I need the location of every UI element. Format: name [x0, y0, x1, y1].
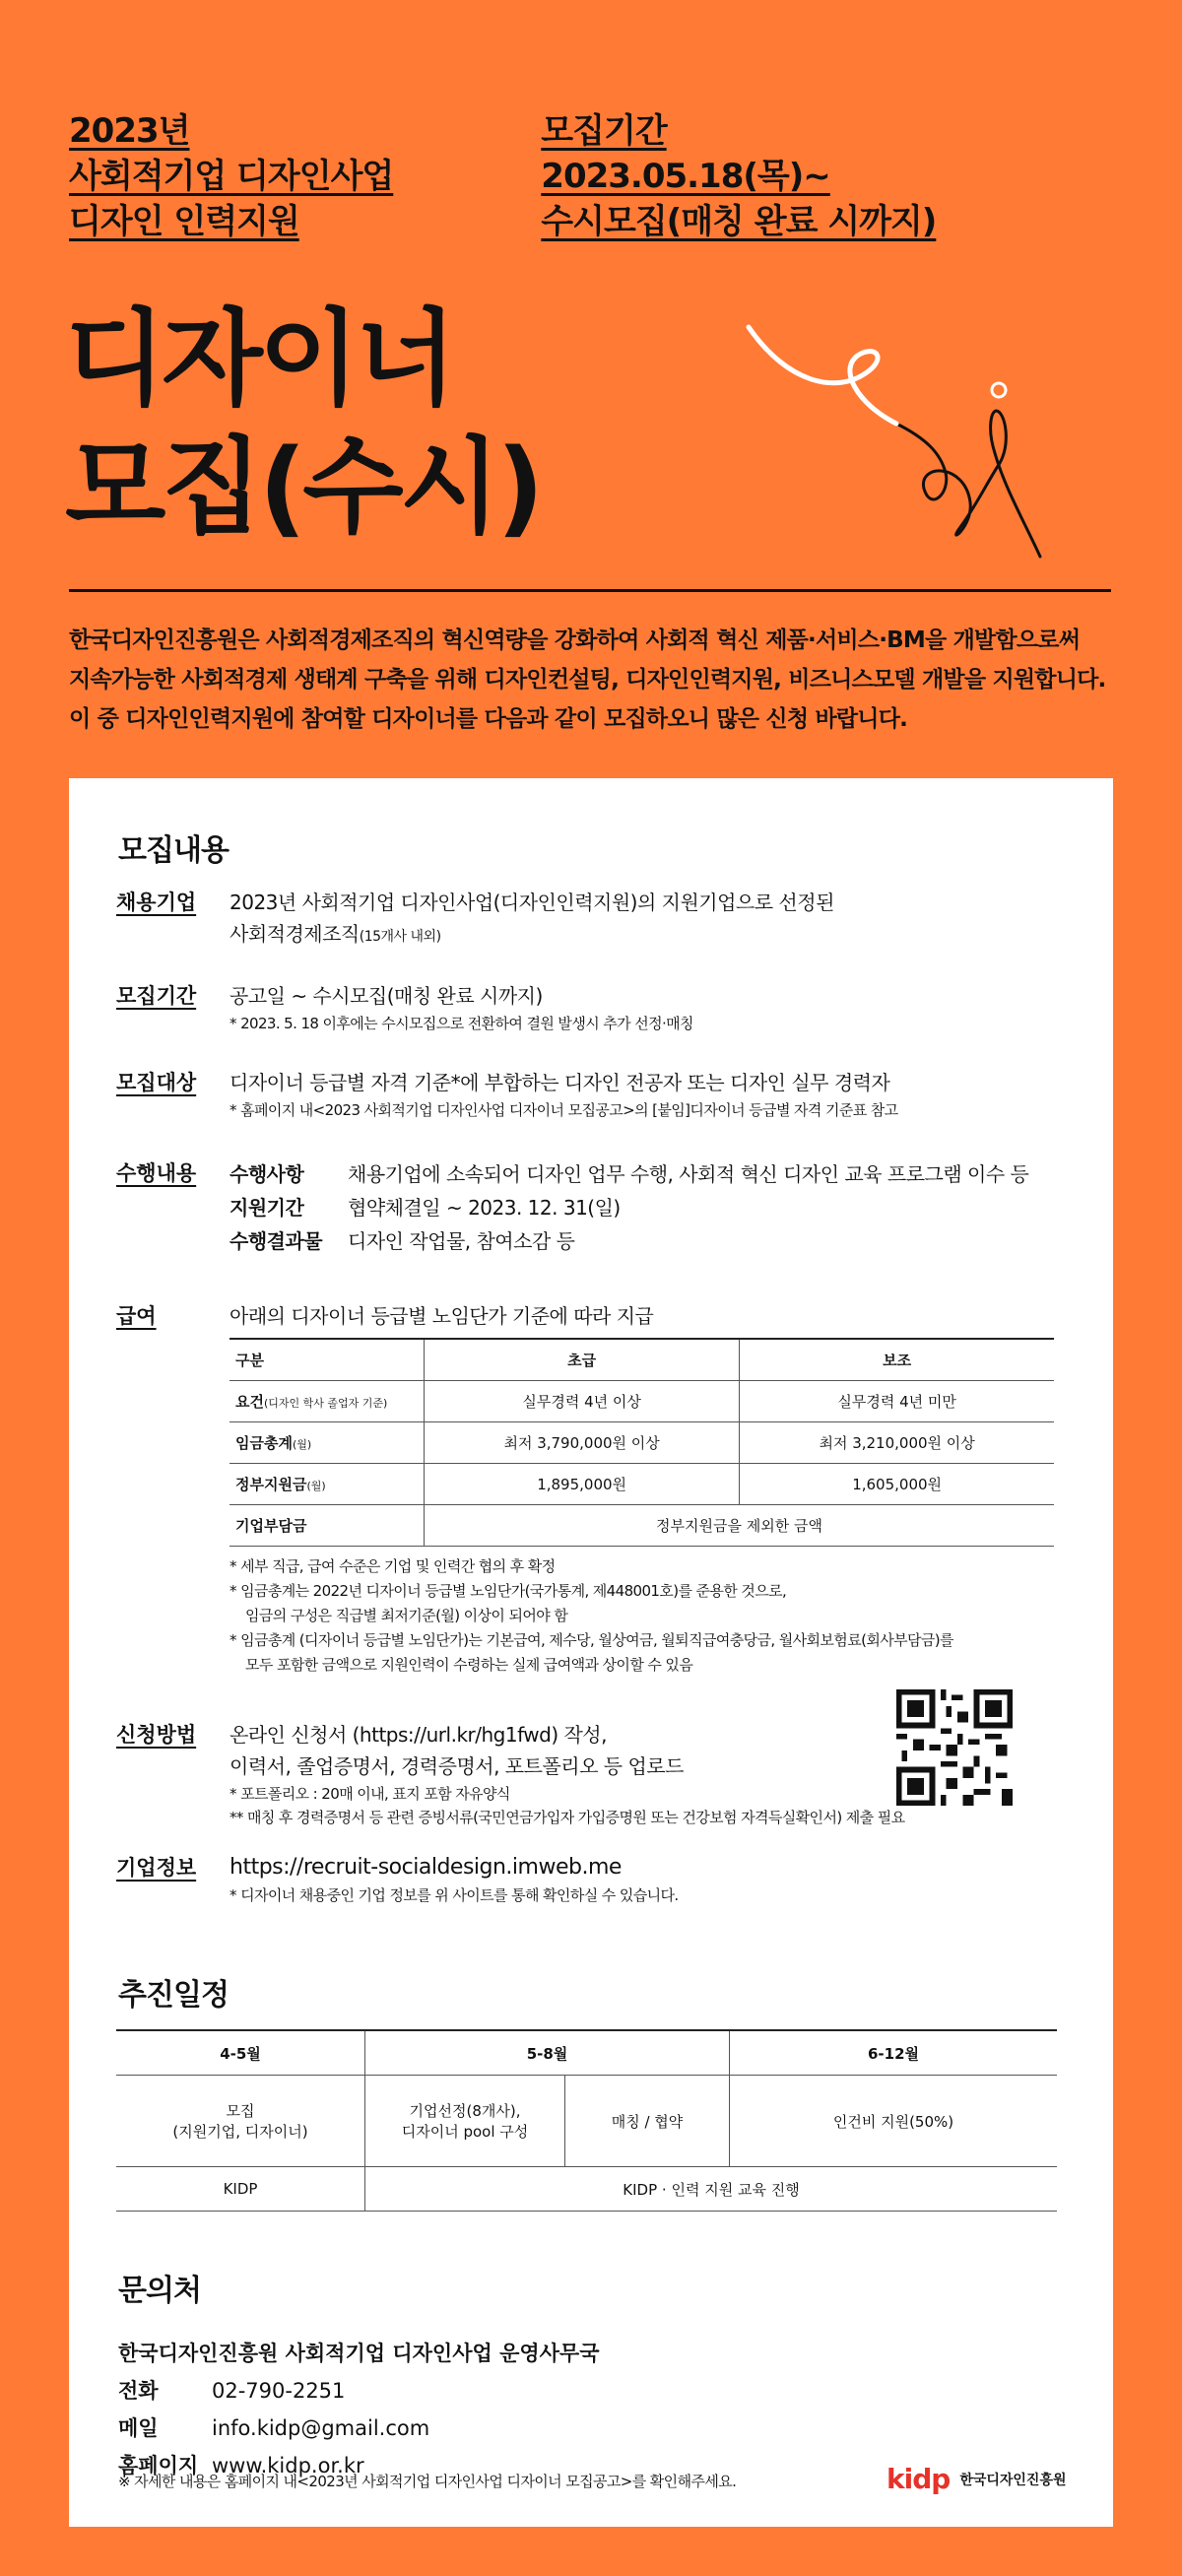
table-cell: 구분 — [230, 1339, 425, 1381]
table-cell: KIDP · 인력 지원 교육 진행 — [365, 2167, 1058, 2212]
period-date: 2023.05.18(목)~ — [541, 157, 830, 196]
table-cell — [116, 2076, 365, 2167]
apply-line1[interactable]: 온라인 신청서 (https://url.kr/hg1fwd) 작성, — [230, 1723, 607, 1747]
cell-line: 모집 — [226, 2102, 255, 2120]
divider — [69, 589, 1111, 592]
target-note: * 홈페이지 내<2023 사회적기업 디자인사업 디자이너 모집공고>의 [붙임]디자이너 등급별 자격 기준표 참고 — [230, 1101, 898, 1119]
cell-line: (지원기업, 디자이너) — [172, 2123, 308, 2141]
table-cell: 기업부담금 — [230, 1505, 425, 1547]
header-info — [69, 108, 936, 244]
row-label-note: (디자인 학사 졸업자 기준) — [263, 1397, 388, 1410]
table-row — [230, 1422, 1054, 1464]
period-row-note: * 2023. 5. 18 이후에는 수시모집으로 전환하여 결원 발생시 추가 선정·매칭 — [230, 1015, 693, 1032]
table-cell: 초급 — [425, 1339, 740, 1381]
table-row — [116, 2030, 1057, 2076]
contact-phone-row — [118, 2372, 1064, 2410]
contact-org: 한국디자인진흥원 사회적기업 디자인사업 운영사무국 — [118, 2342, 600, 2365]
table-cell: 최저 3,210,000원 이상 — [740, 1422, 1054, 1464]
target-value — [230, 1067, 1077, 1122]
contact-key: 홈페이지 — [118, 2454, 199, 2477]
table-row — [230, 1505, 1054, 1547]
employer-value — [230, 887, 1077, 953]
table-cell: 실무경력 4년 미만 — [740, 1381, 1054, 1422]
table-cell: KIDP — [116, 2167, 365, 2212]
intro-line: 지속가능한 사회적경제 생태계 구축을 위해 디자인컨설팅, 디자인인력지원, 비즈니스모델 개발을 지원합니다. — [69, 667, 1106, 693]
main-title-line1: 디자이너 — [65, 298, 453, 420]
period-row-line1: 공고일 ~ 수시모집(매칭 완료 시까지) — [230, 984, 543, 1008]
table-cell: 6-12월 — [730, 2030, 1058, 2076]
employer-line2: 사회적경제조직 — [230, 922, 360, 946]
target-line1: 디자이너 등급별 자격 기준*에 부합하는 디자인 전공자 또는 디자인 실무 경력자 — [230, 1071, 890, 1094]
employer-count: (15개사 내외) — [359, 929, 441, 945]
duty-key: 수행결과물 — [230, 1229, 323, 1253]
table-row — [230, 1381, 1054, 1422]
table-row — [230, 1339, 1054, 1381]
table-cell — [230, 1422, 425, 1464]
main-title-line2: 모집(수시) — [65, 427, 541, 548]
table-cell: 1,895,000원 — [425, 1464, 740, 1505]
row-label: 정부지원금 — [235, 1476, 307, 1493]
contact-mail-row — [118, 2410, 1064, 2447]
pay-line1: 아래의 디자이너 등급별 노임단가 기준에 따라 지급 — [230, 1304, 654, 1328]
employer-label: 채용기업 — [116, 891, 197, 914]
period-row-value — [230, 980, 1077, 1035]
row-label-note: (월) — [292, 1438, 312, 1451]
table-cell — [230, 1464, 425, 1505]
apply-note2: ** 매칭 후 경력증명서 등 관련 증빙서류(국민연금가입자 가입증명원 또는 건강보험 자격득실확인서) 제출 필요 — [230, 1809, 905, 1826]
table-cell: 5-8월 — [365, 2030, 730, 2076]
section-title-schedule: 추진일정 — [118, 1978, 229, 2013]
company-url[interactable]: https://recruit-socialdesign.imweb.me — [230, 1855, 622, 1880]
contact-mail[interactable]: info.kidp@gmail.com — [212, 2416, 430, 2440]
target-label: 모집대상 — [116, 1071, 197, 1094]
schedule-table — [116, 2029, 1057, 2212]
main-title — [65, 296, 540, 552]
table-cell: 1,605,000원 — [740, 1464, 1054, 1505]
period-label: 모집기간 — [541, 111, 667, 151]
duty-key: 지원기간 — [230, 1196, 304, 1220]
pay-table — [230, 1338, 1054, 1547]
table-row — [116, 2167, 1057, 2212]
row-label: 요건 — [235, 1393, 264, 1411]
table-cell: 매칭 / 협약 — [565, 2076, 730, 2167]
contact-key: 메일 — [118, 2416, 159, 2440]
section-title-recruit: 모집내용 — [118, 833, 229, 868]
duty-item — [230, 1224, 1077, 1258]
intro-line: 한국디자인진흥원은 사회적경제조직의 혁신역량을 강화하여 사회적 혁신 제품·서비스·BM을 개발함으로써 — [69, 627, 1081, 653]
pay-note: * 임금총계 (디자이너 등급별 노임단가)는 기본급여, 제수당, 월상여금, 월퇴직급여충당금, 월사회보험료(회사부담금)를 — [230, 1631, 953, 1649]
duty-item — [230, 1191, 1077, 1224]
section-title-contact: 문의처 — [118, 2274, 201, 2308]
apply-label: 신청방법 — [116, 1723, 197, 1747]
table-row — [230, 1464, 1054, 1505]
company-note: * 디자이너 채용중인 기업 정보를 위 사이트를 통해 확인하실 수 있습니다. — [230, 1886, 679, 1904]
duty-text: 디자인 작업물, 참여소감 등 — [348, 1229, 575, 1253]
year-text: 2023년 — [69, 111, 190, 151]
row-label-note: (월) — [306, 1480, 326, 1492]
table-cell: 보조 — [740, 1339, 1054, 1381]
table-cell: 정부지원금을 제외한 금액 — [425, 1505, 1055, 1547]
table-cell — [230, 1381, 425, 1422]
duty-text: 협약체결일 ~ 2023. 12. 31(일) — [348, 1196, 621, 1220]
pay-note: 임금의 구성은 직급별 최저기준(월) 이상이 되어야 함 — [245, 1607, 568, 1624]
period-row-label: 모집기간 — [116, 984, 197, 1008]
intro-text — [69, 621, 1133, 739]
period-note: 수시모집(매칭 완료 시까지) — [541, 202, 937, 241]
pay-note: 모두 포함한 금액으로 지원인력이 수령하는 실제 급여액과 상이할 수 있음 — [245, 1656, 693, 1674]
contact-phone[interactable]: 02-790-2251 — [212, 2379, 346, 2403]
duty-item — [230, 1157, 1077, 1191]
table-cell: 4-5월 — [116, 2030, 365, 2076]
squiggle-decoration — [729, 315, 1044, 571]
table-cell — [365, 2076, 565, 2167]
duty-label: 수행내용 — [116, 1161, 197, 1185]
table-cell: 최저 3,790,000원 이상 — [425, 1422, 740, 1464]
pay-note: * 세부 직급, 급여 수준은 기업 및 인력간 협의 후 확정 — [230, 1557, 556, 1575]
footer-note: ※ 자세한 내용은 홈페이지 내<2023년 사회적기업 디자인사업 디자이너 모집공고>를 확인해주세요. — [118, 2473, 737, 2490]
cell-line: 기업선정(8개사), — [409, 2102, 521, 2120]
duty-key: 수행사항 — [230, 1162, 304, 1186]
apply-note1: * 포트폴리오 : 20매 이내, 표지 포함 자유양식 — [230, 1785, 510, 1803]
contact-web[interactable]: www.kidp.or.kr — [212, 2454, 364, 2477]
content-card — [69, 778, 1113, 2527]
logo-mark: kidp — [886, 2463, 951, 2495]
company-label: 기업정보 — [116, 1856, 197, 1880]
contact-key: 전화 — [118, 2379, 159, 2403]
duty-text: 채용기업에 소속되어 디자인 업무 수행, 사회적 혁신 디자인 교육 프로그램 이수 등 — [348, 1162, 1029, 1186]
employer-line1: 2023년 사회적기업 디자인사업(디자인인력지원)의 지원기업으로 선정된 — [230, 891, 834, 914]
pay-note: * 임금총계는 2022년 디자이너 등급별 노임단가(국가통계, 제448001호)를 준용한 것으로, — [230, 1582, 787, 1600]
pay-label: 급여 — [116, 1304, 157, 1328]
logo-org: 한국디자인진흥원 — [959, 2472, 1067, 2488]
kidp-logo — [886, 2463, 1067, 2495]
cell-line: 디자이너 pool 구성 — [401, 2123, 529, 2141]
project-name: 사회적기업 디자인사업 — [69, 157, 394, 196]
row-label: 임금총계 — [235, 1434, 293, 1452]
period-info — [541, 108, 936, 244]
intro-line: 이 중 디자인인력지원에 참여할 디자이너를 다음과 같이 모집하오니 많은 신청 바랍니다. — [69, 706, 908, 732]
table-row — [116, 2076, 1057, 2167]
project-sub: 디자인 인력지원 — [69, 202, 299, 241]
apply-line2: 이력서, 졸업증명서, 경력증명서, 포트폴리오 등 업로드 — [230, 1754, 684, 1778]
duty-value — [230, 1157, 1077, 1258]
table-cell: 인건비 지원(50%) — [730, 2076, 1058, 2167]
qr-code-icon[interactable] — [896, 1689, 1013, 1806]
project-info — [69, 108, 393, 244]
table-cell: 실무경력 4년 이상 — [425, 1381, 740, 1422]
pay-notes-list — [230, 1554, 1077, 1678]
company-value — [230, 1852, 1077, 1907]
